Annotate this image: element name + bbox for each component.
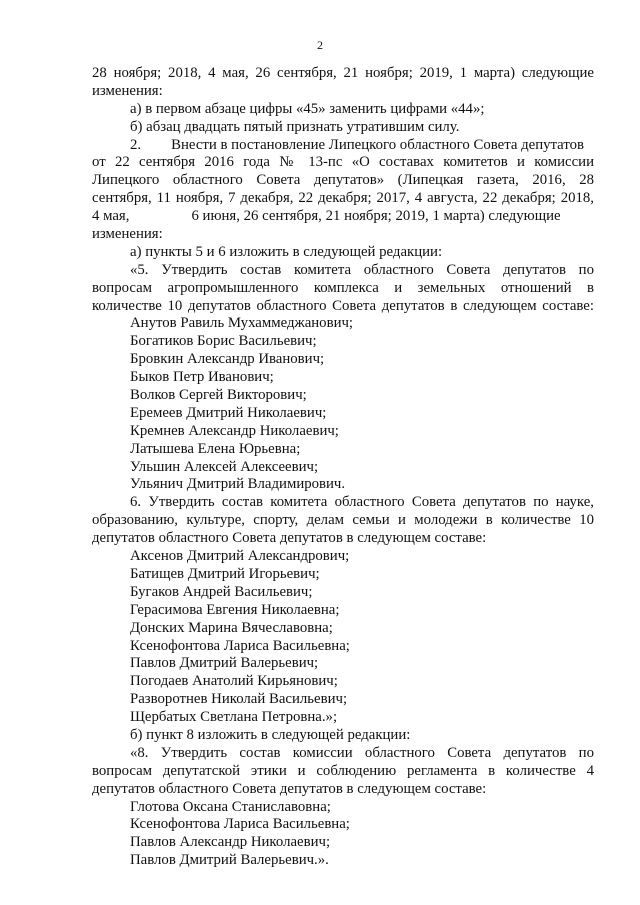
member-name: Анутов Равиль Мухаммеджанович; (130, 315, 354, 332)
text-fragment: 4 мая, (92, 208, 130, 225)
member-name: Павлов Дмитрий Валерьевич.». (130, 852, 329, 869)
paragraph-2-first-line (92, 137, 594, 155)
text-line: Липецкого областного Совета депутатов» (Липецкая газета, 2016, 28 (92, 172, 594, 189)
member-name: Щербатых Светлана Петровна.»; (130, 709, 338, 726)
member-name: Ульянич Дмитрий Владимирович. (130, 476, 346, 493)
text-line: «8. Утвердить состав комиссии областного Совета депутатов по (130, 744, 594, 761)
member-name: Латышева Елена Юрьевна; (130, 440, 301, 457)
text-line: депутатов областного Совета депутатов в следующем составе: (92, 780, 487, 797)
member-name: Волков Сергей Викторович; (130, 387, 307, 404)
member-name: Кремнев Александр Николаевич; (130, 422, 339, 439)
member-name: Бровкин Александр Иванович; (130, 351, 325, 368)
text-line: а) пункты 5 и 6 изложить в следующей редакции: (130, 243, 443, 260)
text-line: изменения: (92, 226, 163, 243)
text-line: вопросам агропромышленного комплекса и земельных отношений в (92, 279, 594, 296)
text-line: «5. Утвердить состав комитета областного Совета депутатов по (130, 261, 594, 278)
text-line: вопросам депутатской этики и соблюдению регламента в количестве 4 (92, 762, 594, 779)
member-name: Ксенофонтова Лариса Васильевна; (130, 816, 350, 833)
text-line: 28 ноября; 2018, 4 мая, 26 сентября, 21 ноября; 2019, 1 марта) следующие (92, 65, 594, 81)
member-name: Погодаев Анатолий Кирьянович; (130, 673, 338, 690)
text-line: депутатов областного Совета депутатов в следующем составе: (92, 530, 487, 547)
member-name: Павлов Александр Николаевич; (130, 834, 331, 851)
member-name: Быков Петр Иванович; (130, 369, 274, 386)
text-fragment: 6 июня, 26 сентября, 21 ноября; 2019, 1 марта) следующие (191, 208, 561, 225)
member-name: Богатиков Борис Васильевич; (130, 333, 317, 350)
member-name: Разворотнев Николай Васильевич; (130, 691, 348, 708)
text-line: образованию, культуре, спорту, делам семьи и молодежи в количестве 10 (92, 512, 594, 529)
member-name: Глотова Оксана Станиславовна; (130, 798, 331, 815)
member-name: Еремеев Дмитрий Николаевич; (130, 404, 327, 421)
text-line: изменения: (92, 82, 163, 99)
text-line: от 22 сентября 2016 года № 13-пс «О составах комитетов и комиссии (92, 154, 594, 171)
text-line: а) в первом абзаце цифры «45» заменить цифрами «44»; (130, 100, 485, 117)
member-name: Бугаков Андрей Васильевич; (130, 583, 313, 600)
text-line: сентября, 11 ноября, 7 декабря, 22 декабря; 2017, 4 августа, 22 декабря; 2018, (92, 190, 594, 207)
page-number: 2 (317, 38, 323, 52)
text-line: б) пункт 8 изложить в следующей редакции: (130, 726, 411, 743)
text-line-with-gap (92, 208, 594, 226)
member-name: Ксенофонтова Лариса Васильевна; (130, 637, 350, 654)
member-name: Павлов Дмитрий Валерьевич; (130, 655, 319, 672)
member-name: Батищев Дмитрий Игорьевич; (130, 565, 320, 582)
member-name: Донских Марина Вячеславовна; (130, 619, 333, 636)
text-line: Внести в постановление Липецкого областного Совета депутатов (171, 136, 585, 153)
document-body (92, 65, 594, 870)
text-line: б) абзац двадцать пятый признать утратившим силу. (130, 118, 460, 135)
member-name: Ульшин Алексей Алексеевич; (130, 458, 319, 475)
member-name: Герасимова Евгения Николаевна; (130, 601, 340, 618)
item-number: 2. (130, 136, 142, 153)
member-name: Аксенов Дмитрий Александрович; (130, 548, 350, 565)
text-line: 6. Утвердить состав комитета областного Совета депутатов по науке, (130, 494, 594, 511)
text-line: количестве 10 депутатов областного Совета депутатов в следующем составе: (92, 297, 594, 314)
